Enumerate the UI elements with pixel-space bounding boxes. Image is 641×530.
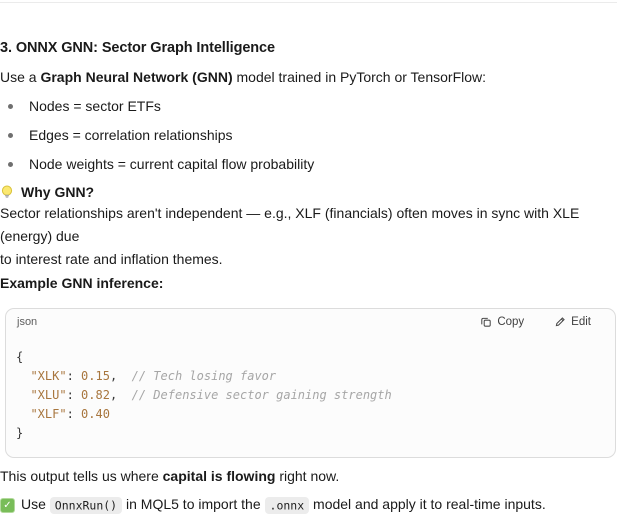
- edit-button-label: Edit: [571, 316, 591, 328]
- why-paragraph-line1: Sector relationships aren't independent — e.g., XLF (financials) often moves in sync with XLE (energy) due: [0, 205, 580, 244]
- code-line: "XLF": 0.40: [30, 407, 110, 421]
- code-line: }: [16, 426, 24, 440]
- intro-paragraph: [0, 66, 617, 89]
- bullet-icon: [8, 104, 13, 109]
- why-gnn-label: Why GNN?: [21, 184, 95, 200]
- why-paragraph: [0, 202, 617, 271]
- edit-button[interactable]: [554, 316, 591, 328]
- list-item-text: Node weights = current capital flow probability: [29, 156, 315, 172]
- code-body: [6, 348, 615, 443]
- code-actions: [480, 316, 591, 328]
- bullet-icon: [8, 133, 13, 138]
- code-line: {: [16, 350, 24, 364]
- output-paragraph: [0, 465, 617, 488]
- output-text-bold: capital is flowing: [162, 468, 276, 484]
- list-item-text: Nodes = sector ETFs: [29, 98, 161, 114]
- list-item-text: Edges = correlation relationships: [29, 127, 233, 143]
- example-label: Example GNN inference:: [0, 275, 164, 291]
- final-text-post: model and apply it to real-time inputs.: [309, 496, 546, 512]
- message-content: [0, 2, 617, 517]
- intro-text-bold: Graph Neural Network (GNN): [40, 69, 233, 85]
- bullet-icon: [8, 162, 13, 167]
- list-item: [0, 95, 617, 118]
- section-heading: 3. ONNX GNN: Sector Graph Intelligence: [0, 40, 275, 56]
- copy-button-label: Copy: [497, 316, 525, 328]
- inline-code-onnxrun: OnnxRun(): [50, 497, 122, 515]
- intro-text-post: model trained in PyTorch or TensorFlow:: [232, 69, 487, 85]
- code-line: "XLK": 0.15, // Tech losing favor: [30, 369, 277, 383]
- output-text-pre: This output tells us where: [0, 468, 163, 484]
- final-text-pre: Use: [21, 496, 50, 512]
- intro-text-pre: Use a: [0, 69, 41, 85]
- output-text-post: right now.: [275, 468, 340, 484]
- list-item: [0, 124, 617, 147]
- inline-code-onnx-ext: .onnx: [265, 497, 310, 515]
- copy-icon: [480, 316, 492, 328]
- code-block: [5, 308, 616, 458]
- why-paragraph-line2: to interest rate and inflation themes.: [0, 251, 223, 267]
- edit-icon: [554, 316, 566, 328]
- copy-button[interactable]: [480, 316, 524, 328]
- why-gnn-heading: [0, 182, 617, 202]
- code-language-label: json: [17, 316, 38, 328]
- code-block-header: [6, 309, 615, 330]
- lightbulb-icon: [0, 185, 14, 199]
- final-text-mid: in MQL5 to import the: [122, 496, 265, 512]
- check-mark-icon: ✓: [0, 498, 15, 513]
- list-item: [0, 153, 617, 176]
- divider: [0, 2, 617, 3]
- bullet-list: [0, 95, 617, 176]
- code-line: "XLU": 0.82, // Defensive sector gaining strength: [30, 388, 392, 402]
- final-text: [21, 493, 546, 517]
- final-paragraph: [0, 493, 617, 517]
